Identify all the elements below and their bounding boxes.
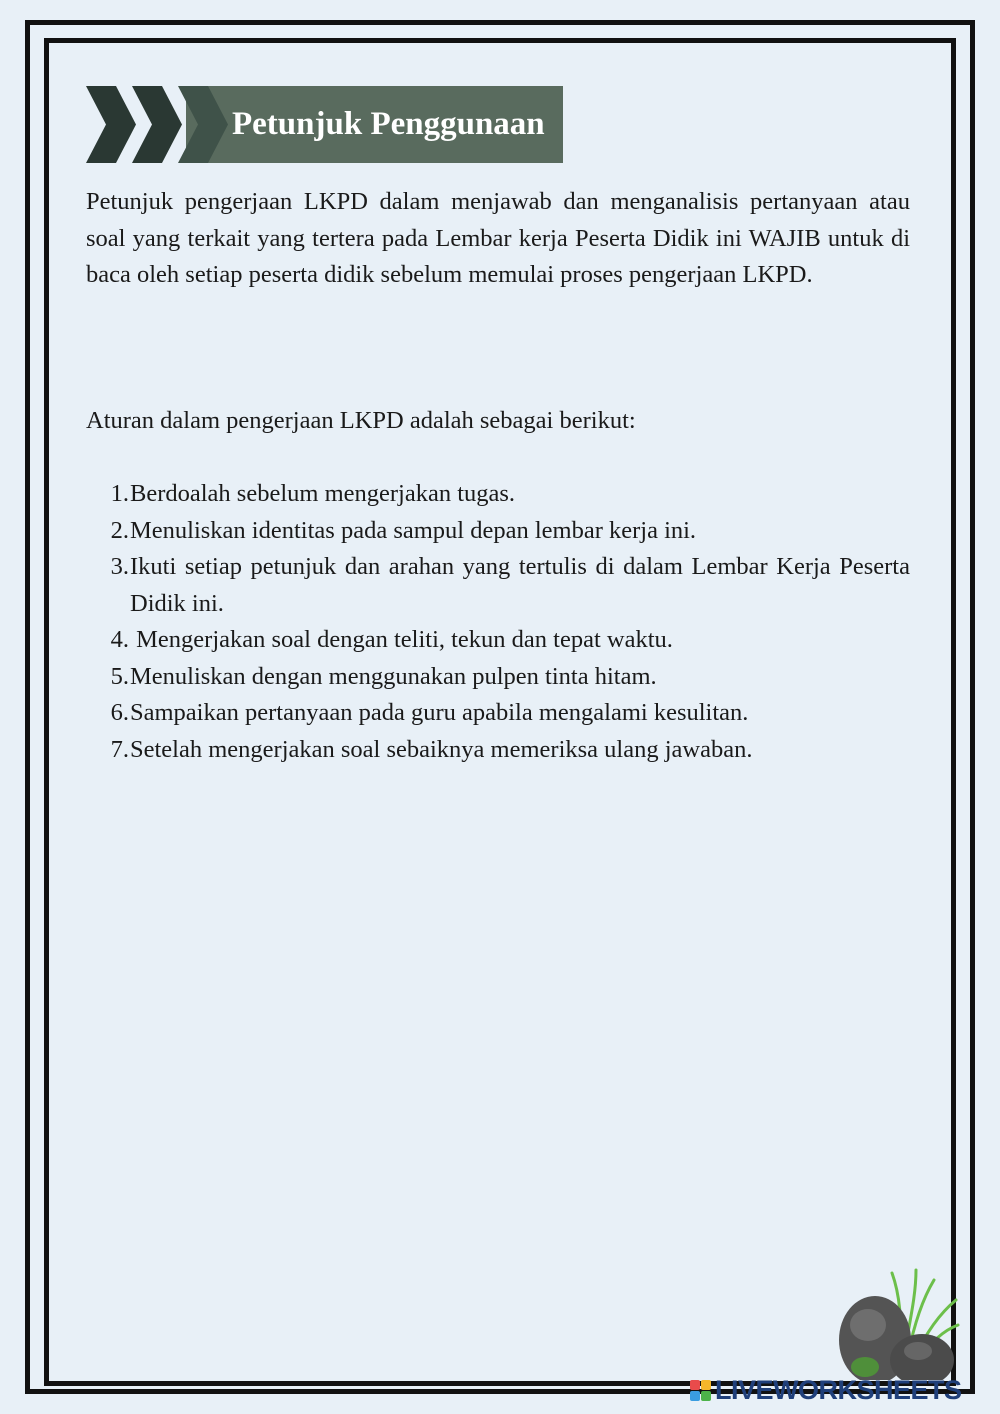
liveworksheets-watermark	[690, 1376, 962, 1404]
liveworksheets-logo-icon	[690, 1380, 711, 1401]
list-item	[86, 549, 910, 622]
list-item	[86, 695, 910, 732]
intro-paragraph: Petunjuk pengerjaan LKPD dalam menjawab dan menganalisis pertanyaan atau soal yang terkait yang tertera pada Lembar kerja Peserta Didik ini WAJIB untuk di baca oleh setiap peserta didik sebelum memulai proses pengerjaan LKPD.	[86, 188, 910, 288]
list-number: 7.	[110, 735, 129, 763]
list-item	[86, 732, 910, 769]
list-number: 1.	[110, 480, 129, 507]
rocks-and-grass-icon	[830, 1265, 960, 1380]
list-number: 4.	[110, 626, 129, 653]
list-item	[86, 622, 910, 659]
list-number: 6.	[110, 699, 129, 726]
list-text: Sampaikan pertanyaan pada guru apabila mengalami kesulitan.	[130, 699, 749, 726]
list-item	[86, 513, 910, 550]
list-item	[86, 659, 910, 696]
section-banner	[86, 86, 563, 163]
page-title: Petunjuk Penggunaan	[232, 106, 545, 142]
list-text: Berdoalah sebelum mengerjakan tugas.	[130, 480, 516, 507]
list-number: 5.	[110, 662, 129, 690]
list-text: Ikuti setiap petunjuk dan arahan yang tertulis di dalam Lembar Kerja Peserta Didik ini.	[130, 553, 910, 617]
rules-list	[86, 476, 910, 768]
list-text: Menuliskan dengan menggunakan pulpen tinta hitam.	[130, 662, 657, 690]
watermark-text: LIVEWORKSHEETS	[715, 1374, 962, 1405]
list-text: Menuliskan identitas pada sampul depan lembar kerja ini.	[130, 516, 697, 544]
list-text: Mengerjakan soal dengan teliti, tekun dan tepat waktu.	[130, 626, 673, 653]
list-number: 3.	[110, 553, 129, 580]
list-number: 2.	[110, 516, 129, 544]
list-text: Setelah mengerjakan soal sebaiknya memeriksa ulang jawaban.	[130, 735, 753, 763]
rules-heading: Aturan dalam pengerjaan LKPD adalah sebagai berikut:	[86, 407, 636, 434]
list-item	[86, 476, 910, 513]
